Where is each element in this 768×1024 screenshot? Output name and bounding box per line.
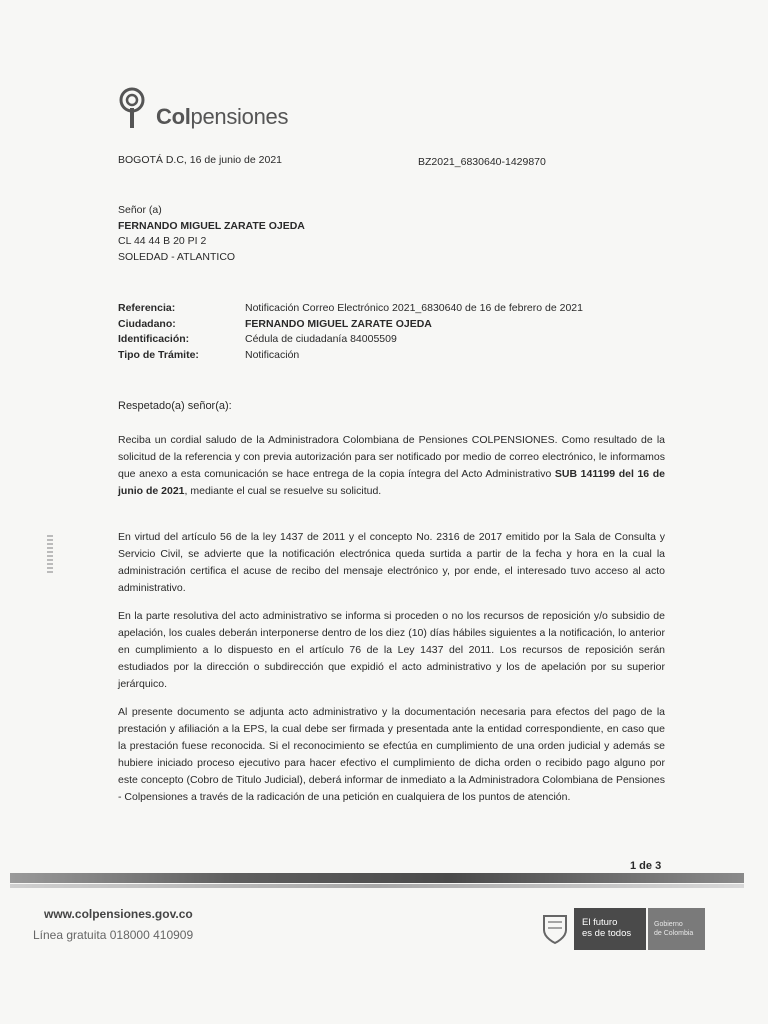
recipient-city: SOLEDAD - ATLANTICO [118, 250, 236, 263]
gobierno-line-1: Gobierno [654, 921, 683, 928]
recipient-address: CL 44 44 B 20 PI 2 [118, 235, 207, 247]
reference-label: Ciudadano: [118, 317, 176, 330]
colpensiones-logo-icon [118, 86, 154, 132]
website-link[interactable]: www.colpensiones.gov.co [44, 907, 193, 921]
paragraph-1-end: , mediante el cual se resuelve su solicitud. [184, 485, 382, 497]
reference-value: FERNANDO MIGUEL ZARATE OJEDA [245, 317, 432, 330]
reference-row [118, 301, 678, 317]
reference-value: Cédula de ciudadanía 84005509 [245, 333, 397, 345]
reference-row [118, 348, 678, 364]
reference-row [118, 317, 678, 333]
radicado-number: BZ2021_6830640-1429870 [418, 156, 546, 168]
recipient-name: FERNANDO MIGUEL ZARATE OJEDA [118, 219, 305, 232]
colpensiones-logo [118, 86, 318, 132]
gobierno-badge [648, 908, 705, 950]
government-logo [540, 908, 705, 950]
logo-wordmark: Colpensiones [156, 104, 289, 129]
act-reference: SUB 141199 del 16 de junio de 2021 [118, 468, 665, 497]
recipient-block [118, 203, 305, 265]
reference-row [118, 332, 678, 348]
recipient-salutation: Señor (a) [118, 204, 162, 216]
letter-date: BOGOTÁ D.C, 16 de junio de 2021 [118, 154, 283, 166]
footer-divider-shadow [10, 884, 744, 888]
side-stamp [47, 535, 53, 575]
page-number: 1 de 3 [630, 860, 662, 872]
reference-label: Referencia: [118, 302, 176, 314]
paragraph-4: Al presente documento se adjunta acto administrativo y la documentación necesaria para efectos del pago de la prestación y afiliación a la EPS, la cual debe ser firmada y presentada ante la entidad correspondiente, en caso que la prestación fuese reconocida. Si el reconocimiento se efectúa en cumplimiento de una orden judicial y además se hubiere iniciado proceso ejecutivo para hacer efectivo el cumplimiento de dicha orden o recibido pago alguno por este concepto (Cobro de Titulo Judicial), deberá informar de inmediato a la Administradora Colombiana de Pensiones - Colpensiones a través de la radicación de una petición en cualquiera de los puntos de atención. [118, 706, 665, 803]
futuro-line-2: es de todos [582, 928, 632, 939]
paragraph-2: En virtud del artículo 56 de la ley 1437 de 2011 y el concepto No. 2316 de 2017 emitido por la Sala de Consulta y Servicio Civil, se advierte que la notificación electrónica queda surtida a partir de la fecha y hora en la cual la administración certifica el acuse de recibo del mensaje electrónico y, por ende, el interesado tuvo acceso al acto administrativo. [118, 531, 665, 594]
futuro-badge [574, 908, 646, 950]
reference-value: Notificación Correo Electrónico 2021_6830640 de 16 de febrero de 2021 [245, 302, 583, 314]
reference-label: Tipo de Trámite: [118, 348, 199, 361]
coat-of-arms-icon [540, 912, 570, 946]
paragraph-1-text: Reciba un cordial saludo de la Administradora Colombiana de Pensiones COLPENSIONES. Como resultado de la solicitud de la referencia y con previa autorización para ser notificado por medio de correo electrónico, le informamos que anexo a esta comunicación se hace entrega de la copia íntegra del Acto Administrativo [118, 434, 665, 480]
paragraph-1 [118, 432, 665, 500]
gobierno-line-2: de Colombia [654, 930, 694, 937]
futuro-line-1: El futuro [582, 917, 618, 928]
footer-divider [10, 873, 744, 883]
reference-block [118, 301, 678, 363]
reference-label: Identificación: [118, 333, 190, 345]
paragraph-3: En la parte resolutiva del acto administrativo se informa si proceden o no los recursos de reposición y/o subsidio de apelación, los cuales deberán interponerse dentro de los diez (10) días hábiles siguientes a la notificación, lo anterior en cumplimiento a lo dispuesto en el artículo 76 de la Ley 1437 del 2011. Los recursos de reposición serán estudiados por la dirección o subdirección que expidió el acto administrativo y los de apelación por su superior jerárquico. [118, 610, 665, 690]
phone-line: Línea gratuita 018000 410909 [33, 928, 194, 942]
reference-value: Notificación [245, 348, 300, 361]
greeting: Respetado(a) señor(a): [118, 400, 232, 412]
